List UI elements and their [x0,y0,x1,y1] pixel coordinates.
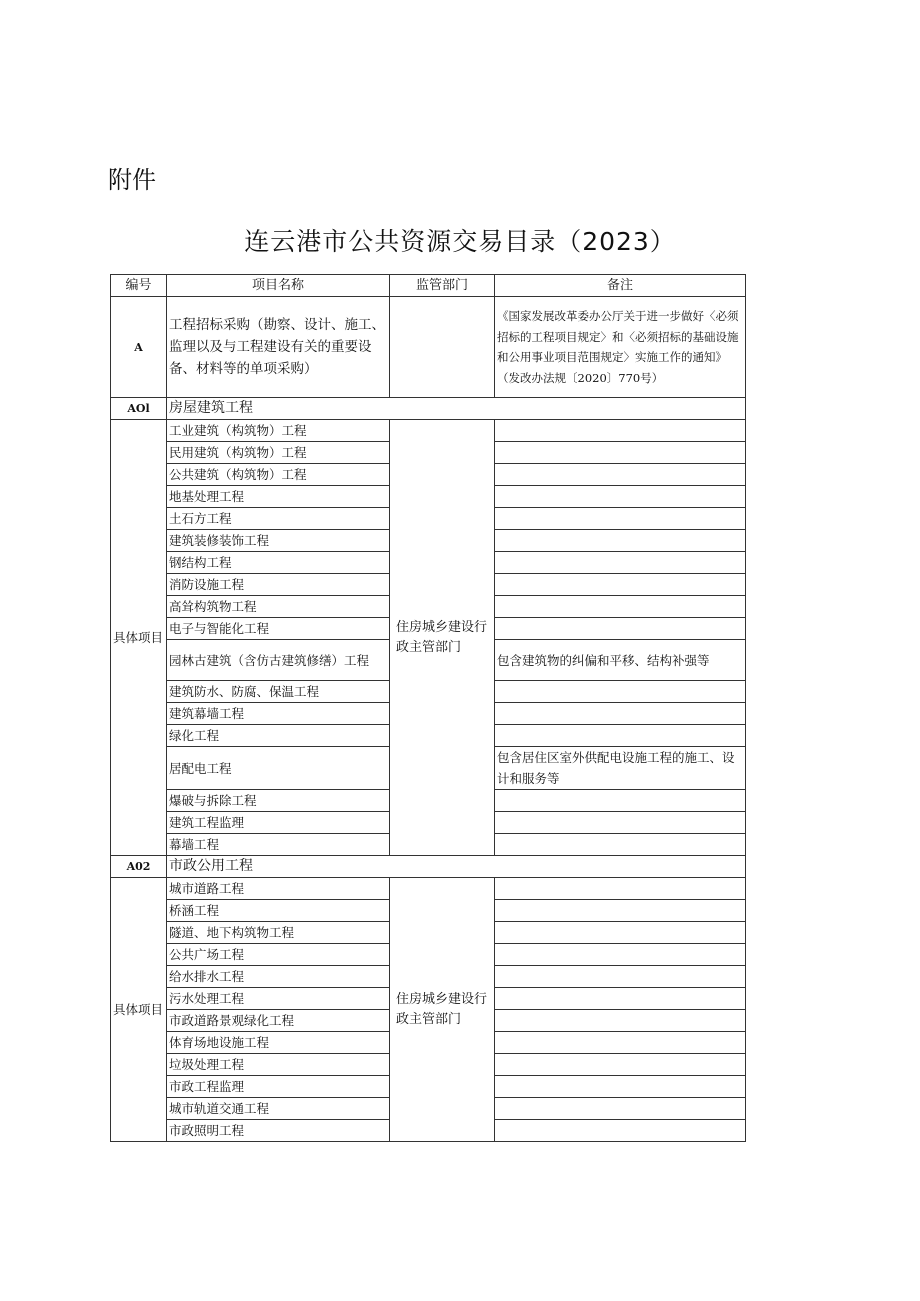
item-note [495,1054,746,1076]
item-name: 城市道路工程 [167,878,390,900]
item-name: 桥涵工程 [167,900,390,922]
item-name: 电子与智能化工程 [167,618,390,640]
item-note [495,703,746,725]
item-name: 市政道路景观绿化工程 [167,1010,390,1032]
item-name: 公共建筑（构筑物）工程 [167,464,390,486]
item-note [495,1098,746,1120]
a02-name: 市政公用工程 [167,856,746,878]
table-row [111,878,746,900]
item-note [495,618,746,640]
a02-row [111,856,746,878]
item-name: 建筑工程监理 [167,812,390,834]
item-name: 工业建筑（构筑物）工程 [167,420,390,442]
item-name: 公共广场工程 [167,944,390,966]
item-name: 消防设施工程 [167,574,390,596]
header-dept: 监管部门 [390,275,495,297]
item-note [495,900,746,922]
item-note [495,834,746,856]
item-note [495,508,746,530]
section-a-row [111,297,746,398]
item-name: 建筑防水、防腐、保温工程 [167,681,390,703]
item-note [495,420,746,442]
item-note [495,1120,746,1142]
item-note [495,552,746,574]
item-name: 市政照明工程 [167,1120,390,1142]
item-note [495,596,746,618]
item-note [495,530,746,552]
item-name: 爆破与拆除工程 [167,790,390,812]
item-name: 市政工程监理 [167,1076,390,1098]
item-name: 民用建筑（构筑物）工程 [167,442,390,464]
item-note [495,681,746,703]
item-name: 体育场地设施工程 [167,1032,390,1054]
section-a-name: 工程招标采购（勘察、设计、施工、监理以及与工程建设有关的重要设备、材料等的单项采购） [167,297,390,398]
header-note: 备注 [495,275,746,297]
item-name: 污水处理工程 [167,988,390,1010]
group-label: 具体项目 [111,878,167,1142]
item-name: 地基处理工程 [167,486,390,508]
item-note [495,574,746,596]
a01-row [111,398,746,420]
department: 住房城乡建设行政主管部门 [390,878,495,1142]
department: 住房城乡建设行政主管部门 [390,420,495,856]
a01-name: 房屋建筑工程 [167,398,746,420]
page-title: 连云港市公共资源交易目录（2023） [244,227,676,256]
a01-code: AOl [111,398,167,420]
item-name: 绿化工程 [167,725,390,747]
table-header-row [111,275,746,297]
item-note: 包含居住区室外供配电设施工程的施工、设计和服务等 [495,747,746,790]
table-row [111,420,746,442]
header-code: 编号 [111,275,167,297]
item-note [495,966,746,988]
item-name: 高耸构筑物工程 [167,596,390,618]
group-label: 具体项目 [111,420,167,856]
item-name: 建筑幕墙工程 [167,703,390,725]
item-note [495,878,746,900]
item-name: 垃圾处理工程 [167,1054,390,1076]
header-name: 项目名称 [167,275,390,297]
item-name: 城市轨道交通工程 [167,1098,390,1120]
item-note [495,464,746,486]
item-note [495,944,746,966]
section-a-note: 《国家发展改革委办公厅关于进一步做好〈必须招标的工程项目规定〉和〈必须招标的基础设施和公用事业项目范围规定〉实施工作的通知》（发改办法规〔2020〕770号） [495,297,746,398]
item-name: 建筑装修装饰工程 [167,530,390,552]
a02-code: A02 [111,856,167,878]
item-name: 给水排水工程 [167,966,390,988]
item-name: 土石方工程 [167,508,390,530]
section-a-code: A [111,297,167,398]
item-name: 幕墙工程 [167,834,390,856]
item-note [495,725,746,747]
item-note [495,812,746,834]
item-name: 隧道、地下构筑物工程 [167,922,390,944]
item-note [495,1010,746,1032]
attachment-label: 附件 [108,166,156,194]
item-note [495,1032,746,1054]
item-note [495,988,746,1010]
item-name: 居配电工程 [167,747,390,790]
item-name: 钢结构工程 [167,552,390,574]
item-note [495,1076,746,1098]
item-note [495,922,746,944]
catalog-table [110,274,746,1142]
item-note [495,790,746,812]
item-note: 包含建筑物的纠偏和平移、结构补强等 [495,640,746,681]
section-a-dept [390,297,495,398]
item-name: 园林古建筑（含仿古建筑修缮）工程 [167,640,390,681]
item-note [495,442,746,464]
item-note [495,486,746,508]
